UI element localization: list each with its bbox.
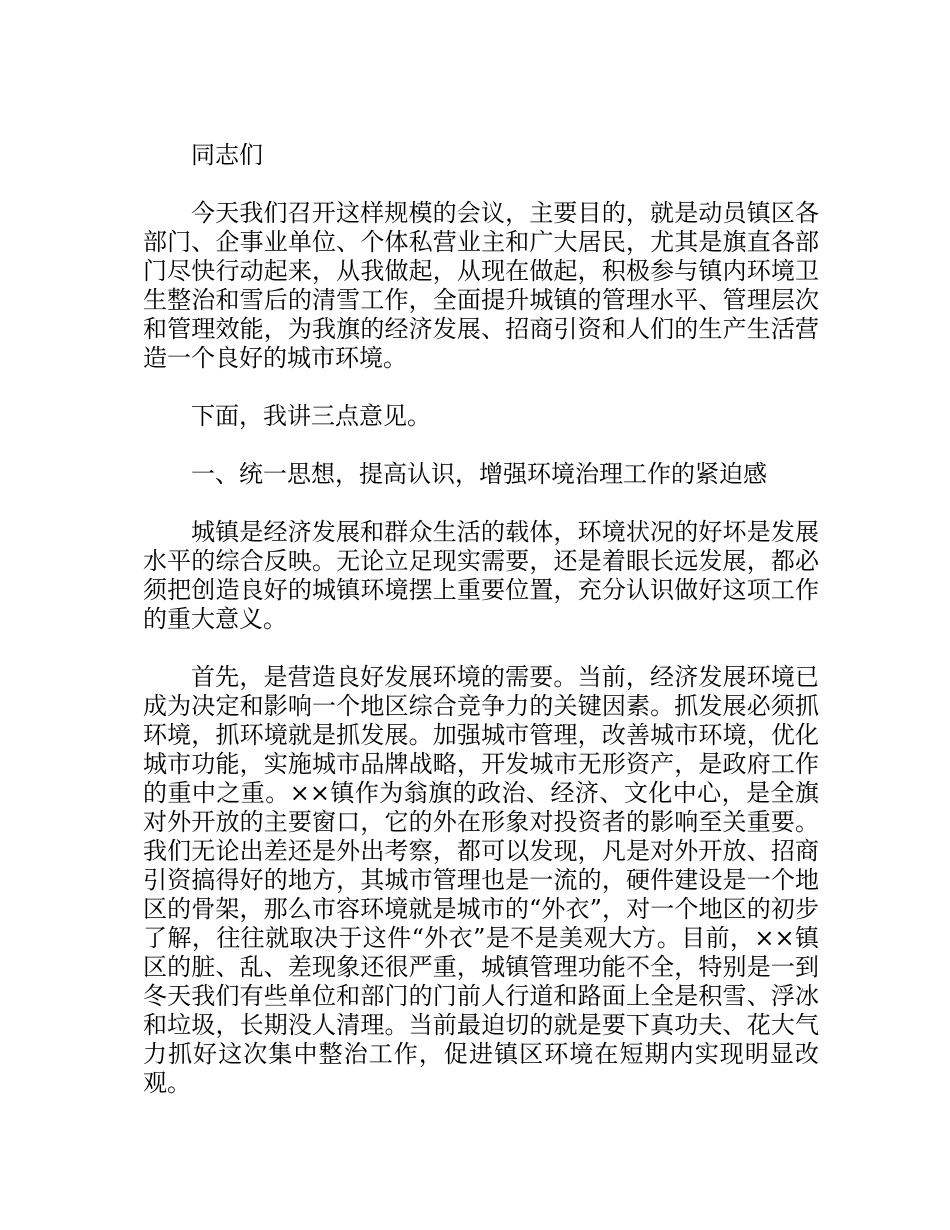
- paragraph-gap: [143, 170, 819, 199]
- body-paragraph: 城镇是经济发展和群众生活的载体，环境状况的好坏是发展水平的综合反映。无论立足现实需要，还是着眼长远发展，都必须把创造良好的城镇环境摆上重要位置，充分认识做好这项工作的重大意义。: [143, 518, 819, 633]
- paragraph-gap: [143, 431, 819, 460]
- paragraph-gap: [143, 373, 819, 402]
- paragraph-gap: [143, 489, 819, 518]
- document-body: [143, 141, 819, 1098]
- opening-paragraph: 今天我们召开这样规模的会议，主要目的，就是动员镇区各部门、企事业单位、个体私营业主和广大居民，尤其是旗直各部门尽快行动起来，从我做起，从现在做起，积极参与镇内环境卫生整治和雪后的清雪工作，全面提升城镇的管理水平、管理层次和管理效能，为我旗的经济发展、招商引资和人们的生产生活营造一个良好的城市环境。: [143, 199, 819, 372]
- section-heading: 一、统一思想，提高认识，增强环境治理工作的紧迫感: [191, 460, 767, 488]
- salutation: 同志们: [191, 141, 263, 169]
- transition-paragraph: 下面，我讲三点意见。: [191, 402, 431, 430]
- body-paragraph: 首先，是营造良好发展环境的需要。当前，经济发展环境已成为决定和影响一个地区综合竞争力的关键因素。抓发展必须抓环境，抓环境就是抓发展。加强城市管理，改善城市环境，优化城市功能，实施城市品牌战略，开发城市无形资产，是政府工作的重中之重。××镇作为翁旗的政治、经济、文化中心，是全旗对外开放的主要窗口，它的外在形象对投资者的影响至关重要。我们无论出差还是外出考察，都可以发现，凡是对外开放、招商引资搞得好的地方，其城市管理也是一流的，硬件建设是一个地区的骨架，那么市容环境就是城市的“外衣”，对一个地区的初步了解，往往就取决于这件“外衣”是不是美观大方。目前，××镇区的脏、乱、差现象还很严重，城镇管理功能不全，特别是一到冬天我们有些单位和部门的门前人行道和路面上全是积雪、浮冰和垃圾，长期没人清理。当前最迫切的就是要下真功夫、花大气力抓好这次集中整治工作，促进镇区环境在短期内实现明显改观。: [143, 663, 819, 1097]
- paragraph-gap: [143, 634, 819, 663]
